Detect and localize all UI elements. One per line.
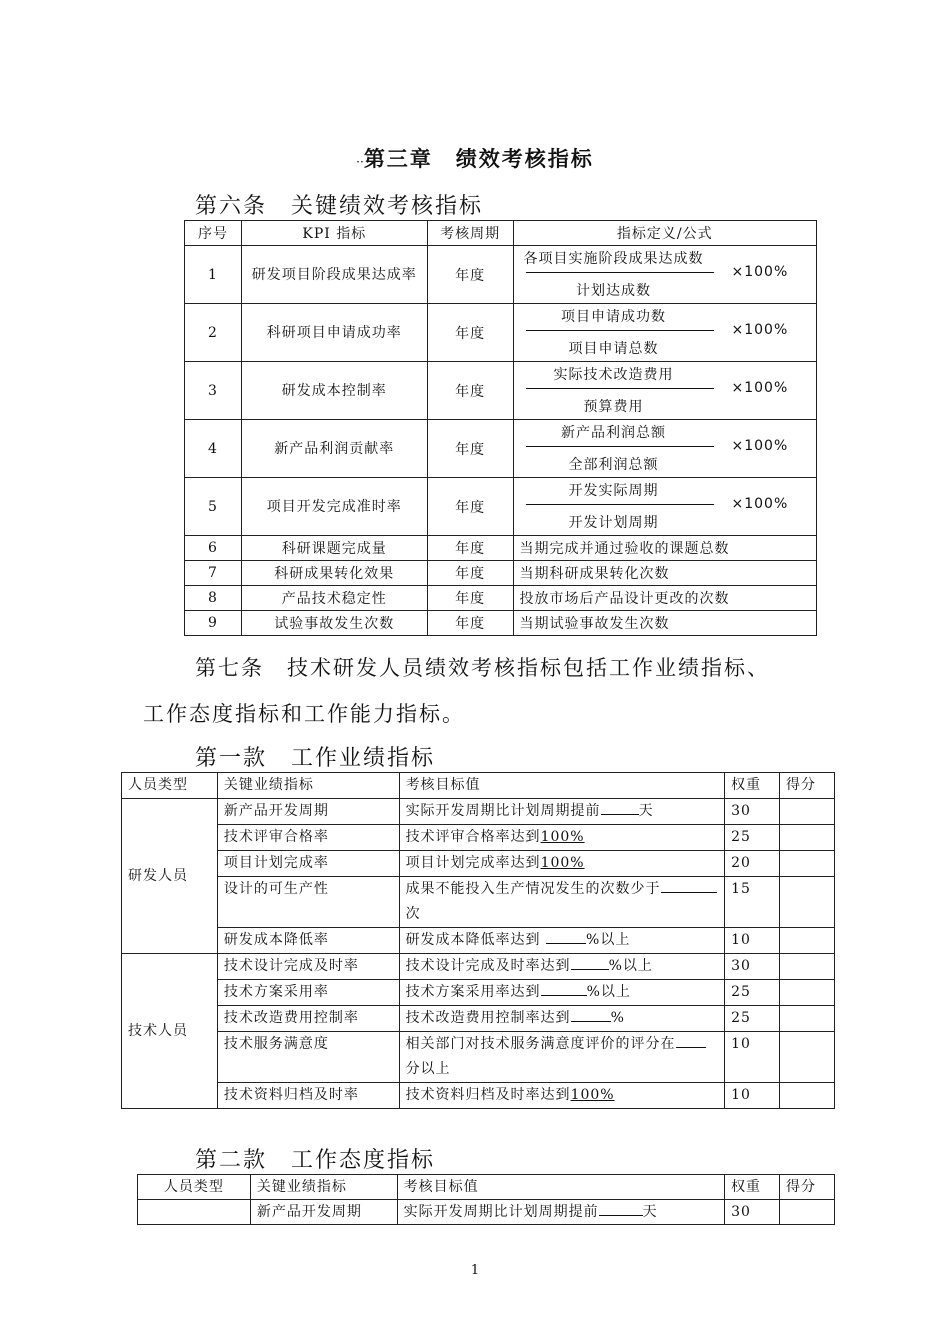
kpi-period: 年度 [427,304,513,362]
kpi-header-name: KPI 指标 [241,221,427,246]
section2-title: 第二款 工作态度指标 [195,1148,436,1173]
formula-numerator: 各项目实施阶段成果达成数 [523,251,704,267]
kpi-name: 科研课题完成量 [241,536,427,561]
attitude-header-type: 人员类型 [138,1175,251,1200]
kpi-definition: 当期试验事故发生次数 [513,611,816,636]
kpi-name: 项目开发完成准时率 [241,478,427,536]
perf-target-unit: %以上 [586,932,631,948]
formula-multiplier: ×100% [731,380,789,396]
perf-target [399,851,725,877]
perf-target-text: 研发成本降低率达到 [405,932,541,948]
blank-line [571,955,609,970]
fraction-bar [526,330,714,331]
perf-score [780,851,835,877]
attitude-indicator: 新产品开发周期 [250,1200,397,1225]
kpi-definition: 投放市场后产品设计更改的次数 [513,586,816,611]
formula-numerator: 实际技术改造费用 [553,367,674,383]
formula-fraction [514,478,816,535]
blank-line [661,878,717,893]
perf-row [122,825,835,851]
formula-denominator: 计划达成数 [576,283,652,299]
formula-multiplier: ×100% [731,438,789,454]
perf-target [399,1083,725,1109]
perf-target-text: 相关部门对技术服务满意度评价的评分在 [405,1036,676,1052]
perf-target-unit: 次 [405,906,421,922]
article6-title: 第六条 关键绩效考核指标 [195,194,484,219]
perf-row [122,851,835,877]
fraction-bar [526,504,714,505]
attitude-header-indicator: 关键业绩指标 [250,1175,397,1200]
perf-target [399,980,725,1006]
fraction-bar [526,446,714,447]
perf-target-text: 技术评审合格率达到 [405,829,541,845]
perf-indicator: 技术服务满意度 [217,1032,399,1083]
kpi-period: 年度 [427,362,513,420]
kpi-period: 年度 [427,246,513,304]
attitude-header-row [138,1175,835,1200]
kpi-header-period: 考核周期 [427,221,513,246]
perf-row [122,877,835,928]
kpi-no: 3 [185,362,242,420]
formula-numerator: 项目申请成功数 [561,309,667,325]
kpi-no: 6 [185,536,242,561]
chapter-title [0,143,950,173]
kpi-name: 科研成果转化效果 [241,561,427,586]
attitude-header-target: 考核目标值 [397,1175,724,1200]
kpi-row [185,561,817,586]
perf-weight: 25 [725,825,780,851]
perf-target [399,1032,725,1083]
perf-target-percent: 100% [540,855,585,871]
kpi-table [184,220,817,636]
attitude-target [397,1200,724,1225]
perf-indicator: 研发成本降低率 [217,928,399,954]
perf-weight: 10 [725,928,780,954]
perf-group-type: 研发人员 [122,799,218,954]
formula-fraction [514,420,816,477]
kpi-row [185,246,817,304]
formula-fraction [514,304,816,361]
perf-indicator: 技术改造费用控制率 [217,1006,399,1032]
performance-table [121,772,835,1109]
kpi-no: 2 [185,304,242,362]
perf-target [399,1006,725,1032]
attitude-row [138,1200,835,1225]
formula-fraction [514,246,816,303]
blank-line [546,929,586,944]
perf-weight: 30 [725,799,780,825]
perf-target [399,928,725,954]
perf-weight: 25 [725,980,780,1006]
perf-score [780,799,835,825]
kpi-name: 科研项目申请成功率 [241,304,427,362]
perf-row [122,1083,835,1109]
formula-denominator: 开发计划周期 [568,515,659,531]
perf-score [780,1083,835,1109]
kpi-formula [513,362,816,420]
attitude-header-weight: 权重 [725,1175,780,1200]
chapter-title-text: 第三章 绩效考核指标 [363,146,594,171]
kpi-no: 4 [185,420,242,478]
perf-row [122,980,835,1006]
perf-header-weight: 权重 [725,773,780,799]
kpi-period: 年度 [427,420,513,478]
perf-target [399,877,725,928]
kpi-no: 5 [185,478,242,536]
blank-line [601,800,639,815]
perf-indicator: 项目计划完成率 [217,851,399,877]
perf-row [122,928,835,954]
perf-target-percent: 100% [540,829,585,845]
perf-header-type: 人员类型 [122,773,218,799]
perf-target-unit: 天 [638,803,654,819]
perf-target-text: 技术设计完成及时率达到 [405,958,571,974]
perf-indicator: 技术方案采用率 [217,980,399,1006]
perf-header-indicator: 关键业绩指标 [217,773,399,799]
perf-score [780,1006,835,1032]
perf-target-unit: 分以上 [405,1061,451,1077]
perf-target-unit: %以上 [586,984,631,1000]
blank-line [571,1007,611,1022]
perf-header-score: 得分 [780,773,835,799]
perf-target-text: 技术资料归档及时率达到 [405,1087,571,1103]
perf-indicator: 新产品开发周期 [217,799,399,825]
fraction-bar [526,388,714,389]
perf-indicator: 技术资料归档及时率 [217,1083,399,1109]
section1-title: 第一款 工作业绩指标 [195,746,436,771]
perf-indicator: 技术设计完成及时率 [217,954,399,980]
blank-line [599,1201,643,1216]
perf-header-row [122,773,835,799]
attitude-target-text: 实际开发周期比计划周期提前 [403,1204,599,1220]
kpi-header-no: 序号 [185,221,242,246]
kpi-definition: 当期科研成果转化次数 [513,561,816,586]
perf-target-unit: %以上 [608,958,653,974]
kpi-row [185,586,817,611]
perf-group-type: 技术人员 [122,954,218,1109]
blank-line [541,981,587,996]
kpi-formula [513,246,816,304]
formula-numerator: 新产品利润总额 [561,425,667,441]
formula-fraction [514,362,816,419]
formula-denominator: 全部利润总额 [568,457,659,473]
kpi-period: 年度 [427,536,513,561]
fraction-bar [526,272,714,273]
perf-target-text: 实际开发周期比计划周期提前 [405,803,601,819]
formula-numerator: 开发实际周期 [568,483,659,499]
kpi-period: 年度 [427,611,513,636]
perf-target [399,954,725,980]
attitude-type-cell [138,1200,251,1225]
page-number: 1 [470,1263,480,1278]
perf-indicator: 设计的可生产性 [217,877,399,928]
article7-line1: 第七条 技术研发人员绩效考核指标包括工作业绩指标、 [195,656,770,680]
perf-score [780,1032,835,1083]
perf-weight: 10 [725,1083,780,1109]
perf-score [780,980,835,1006]
perf-target-unit: % [610,1010,625,1026]
article7-line2: 工作态度指标和工作能力指标。 [143,702,465,726]
kpi-row [185,536,817,561]
attitude-score [780,1200,835,1225]
perf-row [122,954,835,980]
perf-weight: 15 [725,877,780,928]
perf-target-percent: 100% [570,1087,615,1103]
kpi-period: 年度 [427,586,513,611]
kpi-row [185,420,817,478]
perf-target-text: 技术方案采用率达到 [405,984,541,1000]
kpi-row [185,304,817,362]
perf-target [399,799,725,825]
kpi-no: 1 [185,246,242,304]
perf-row [122,1006,835,1032]
perf-indicator: 技术评审合格率 [217,825,399,851]
kpi-no: 7 [185,561,242,586]
kpi-formula [513,420,816,478]
attitude-table [137,1174,835,1225]
attitude-target-unit: 天 [642,1204,658,1220]
formula-multiplier: ×100% [731,264,789,280]
perf-header-target: 考核目标值 [399,773,725,799]
perf-row [122,799,835,825]
kpi-formula [513,478,816,536]
perf-weight: 30 [725,954,780,980]
kpi-name: 试验事故发生次数 [241,611,427,636]
formula-multiplier: ×100% [731,322,789,338]
formula-denominator: 项目申请总数 [568,341,659,357]
perf-weight: 10 [725,1032,780,1083]
perf-target-text: 成果不能投入生产情况发生的次数少于 [405,881,661,897]
kpi-name: 产品技术稳定性 [241,586,427,611]
kpi-header-definition: 指标定义/公式 [513,221,816,246]
kpi-no: 8 [185,586,242,611]
kpi-name: 新产品利润贡献率 [241,420,427,478]
attitude-weight: 30 [725,1200,780,1225]
chapter-dots: ·· [356,155,364,169]
kpi-name: 研发项目阶段成果达成率 [241,246,427,304]
perf-target-text: 项目计划完成率达到 [405,855,541,871]
perf-score [780,877,835,928]
kpi-row [185,611,817,636]
blank-line [676,1033,706,1048]
perf-weight: 20 [725,851,780,877]
kpi-row [185,362,817,420]
formula-denominator: 预算费用 [583,399,644,415]
perf-score [780,825,835,851]
perf-weight: 25 [725,1006,780,1032]
kpi-formula [513,304,816,362]
attitude-header-score: 得分 [780,1175,835,1200]
formula-multiplier: ×100% [731,496,789,512]
kpi-header-row [185,221,817,246]
perf-target-text: 技术改造费用控制率达到 [405,1010,571,1026]
kpi-period: 年度 [427,561,513,586]
perf-row [122,1032,835,1083]
perf-target [399,825,725,851]
kpi-no: 9 [185,611,242,636]
kpi-period: 年度 [427,478,513,536]
kpi-name: 研发成本控制率 [241,362,427,420]
kpi-definition: 当期完成并通过验收的课题总数 [513,536,816,561]
kpi-row [185,478,817,536]
perf-score [780,954,835,980]
perf-score [780,928,835,954]
